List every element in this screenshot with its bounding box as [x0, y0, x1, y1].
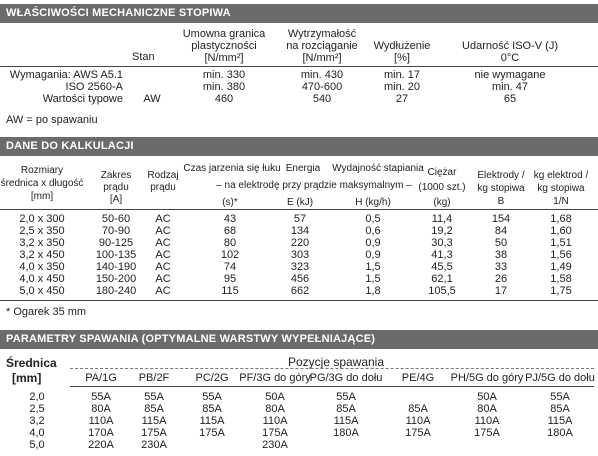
current-cell: 115A — [141, 415, 167, 427]
header-srednica-1: Średnica — [6, 356, 57, 370]
header-srednica-2: [mm] — [12, 371, 42, 385]
row-label: ISO 2560-A — [65, 81, 123, 93]
header-wydajnosc-2: H (kg/h) — [355, 197, 391, 208]
header-rodzaj-1: Rodzaj — [147, 170, 179, 181]
header-elektrody-2: kg stopiwa — [477, 183, 525, 194]
table-cell: 80 — [223, 237, 237, 249]
header-elektrody-3: B — [497, 196, 505, 207]
table-cell: 115 — [221, 285, 239, 297]
current-cell: 230A — [141, 439, 167, 451]
position-header: PA/1G — [85, 372, 117, 384]
table-cell: 140-190 — [95, 261, 137, 273]
current-cell: 115A — [547, 415, 573, 427]
table-cell: 0,9 — [365, 237, 381, 249]
divider — [0, 66, 598, 67]
table-cell: 17 — [494, 285, 508, 297]
table-cell: 456 — [290, 273, 310, 285]
table-cell: 1,8 — [365, 285, 381, 297]
table-cell: 102 — [220, 249, 240, 261]
table-cell: 90-125 — [98, 237, 134, 249]
position-header: PF/3G do góry — [239, 372, 311, 384]
current-cell: 80A — [477, 403, 497, 415]
position-header: PJ/5G do dołu — [525, 372, 595, 384]
current-cell: 50A — [265, 391, 285, 403]
header-umowna-2: plastyczności — [191, 40, 257, 52]
current-cell: 115A — [199, 415, 225, 427]
header-ciezar-3: (kg) — [433, 197, 451, 208]
current-cell: 110A — [262, 415, 288, 427]
table-cell: 95 — [223, 273, 237, 285]
table-cell: 0,9 — [365, 249, 381, 261]
row-size: 2,5 x 350 — [19, 225, 65, 237]
header-energia-1: Energia — [285, 163, 321, 174]
cell: nie wymagane — [474, 69, 546, 81]
table-cell: AC — [155, 285, 171, 297]
header-underline — [70, 368, 594, 369]
current-cell: 110A — [88, 415, 114, 427]
header-elektrody-1: Elektrody / — [477, 170, 525, 181]
header-wydl-2: [%] — [394, 52, 410, 64]
header-kgel-1: kg elektrod / — [533, 170, 589, 181]
header-udar-1: Udarność ISO-V (J) — [462, 40, 558, 52]
header-umowna-3: [N/mm²] — [204, 52, 244, 64]
current-cell: 175A — [262, 427, 288, 439]
table-cell: 154 — [491, 213, 511, 225]
current-cell: 180A — [547, 427, 573, 439]
table-cell: AC — [155, 249, 171, 261]
header-pozycja: Pozycje spawania — [287, 355, 385, 369]
row-size: 2,0 x 300 — [19, 213, 65, 225]
current-cell: 175A — [405, 427, 431, 439]
cell: min. 380 — [202, 81, 246, 93]
row-size: 5,0 x 450 — [19, 285, 65, 297]
table-cell: 303 — [290, 249, 310, 261]
current-cell: 55A — [550, 391, 570, 403]
table-cell: 1,5 — [365, 261, 381, 273]
note-aw: AW = po spawaniu — [6, 114, 98, 126]
current-cell: 175A — [199, 427, 225, 439]
header-udar-2: 0°C — [500, 52, 520, 64]
table-cell: 43 — [223, 213, 237, 225]
header-wytrz-1: Wytrzymałość — [287, 28, 357, 40]
header-rozmiary-3: [mm] — [30, 191, 54, 202]
row-diameter: 2,0 — [29, 391, 45, 403]
cell: min. 430 — [300, 69, 344, 81]
section-title: WŁAŚCIWOŚCI MECHANICZNE STOPIWA — [6, 7, 231, 19]
cell: 460 — [214, 93, 234, 105]
table-cell: 57 — [293, 213, 307, 225]
table-cell: 38 — [494, 249, 508, 261]
current-cell: 85A — [336, 403, 356, 415]
table-cell: 45,5 — [431, 261, 453, 273]
current-cell: 85A — [408, 403, 428, 415]
table-cell: 41,3 — [431, 249, 453, 261]
cell: 65 — [503, 93, 517, 105]
row-size: 4,0 x 450 — [19, 273, 65, 285]
header-ciezar-2: (1000 szt.) — [418, 182, 466, 193]
current-cell: 230A — [262, 439, 288, 451]
current-cell: 50A — [477, 391, 497, 403]
current-cell: 80A — [265, 403, 285, 415]
current-cell: 85A — [550, 403, 570, 415]
cell: AW — [143, 93, 161, 105]
header-zakres-2: prądu — [103, 182, 129, 193]
table-cell: 180-240 — [95, 285, 137, 297]
table-cell: 134 — [290, 225, 310, 237]
table-cell: 50-60 — [101, 213, 131, 225]
row-size: 3,2 x 350 — [19, 237, 65, 249]
note-ogarek: * Ogarek 35 mm — [6, 306, 87, 318]
table-cell: 62,1 — [431, 273, 453, 285]
position-header: PH/5G do góry — [450, 372, 524, 384]
divider — [0, 209, 598, 210]
table-cell: 1,51 — [550, 237, 572, 249]
header-wydl-1: Wydłużenie — [373, 40, 431, 52]
header-rozmiary-1: Rozmiary — [20, 165, 64, 176]
table-cell: 70-90 — [101, 225, 131, 237]
table-cell: 662 — [290, 285, 310, 297]
table-cell: 84 — [494, 225, 508, 237]
current-cell: 55A — [202, 391, 222, 403]
section-title: DANE DO KALKULACJI — [6, 140, 134, 152]
divider — [70, 386, 594, 387]
table-cell: 50 — [494, 237, 508, 249]
table-cell: 1,75 — [550, 285, 572, 297]
table-cell: 1,5 — [365, 273, 381, 285]
header-kgel-2: kg stopiwa — [537, 183, 585, 194]
header-ciezar-1: Ciężar — [427, 167, 457, 178]
section-header-welding-params — [0, 330, 598, 349]
section-header-calculation — [0, 137, 598, 156]
row-size: 3,2 x 450 — [19, 249, 65, 261]
header-kgel-3: 1/N — [553, 196, 569, 207]
table-cell: 1,56 — [550, 249, 572, 261]
cell: min. 47 — [491, 81, 529, 93]
cell: 470-600 — [301, 81, 343, 93]
table-cell: 150-200 — [95, 273, 137, 285]
row-diameter: 2,5 — [29, 403, 45, 415]
table-cell: 1,58 — [550, 273, 572, 285]
row-size: 4,0 x 350 — [19, 261, 65, 273]
section-header-mechanical — [0, 4, 598, 23]
table-cell: 0,6 — [365, 225, 381, 237]
table-cell: AC — [155, 261, 171, 273]
current-cell: 170A — [88, 427, 114, 439]
table-cell: 1,60 — [550, 225, 572, 237]
current-cell: 85A — [144, 403, 164, 415]
current-cell: 55A — [91, 391, 111, 403]
header-czas-1: Czas jarzenia się łuku — [183, 163, 281, 174]
header-zakres-1: Zakres — [100, 170, 132, 181]
header-wytrz-2: na rozciąganie — [286, 40, 358, 52]
header-rodzaj-2: prądu — [150, 182, 176, 193]
table-cell: AC — [155, 237, 171, 249]
header-umowna-1: Umowna granica — [182, 28, 266, 40]
current-cell: 175A — [474, 427, 500, 439]
table-cell: 19,2 — [431, 225, 453, 237]
current-cell: 55A — [144, 391, 164, 403]
header-czas-3: (s)* — [222, 197, 238, 208]
table-cell: 68 — [223, 225, 237, 237]
cell: min. 330 — [202, 69, 246, 81]
current-cell: 175A — [141, 427, 167, 439]
table-cell: 220 — [290, 237, 310, 249]
position-header: PB/2F — [138, 372, 170, 384]
cell: min. 17 — [383, 69, 421, 81]
header-wydajnosc-1: Wydajność stapiania — [332, 163, 424, 174]
table-cell: 323 — [290, 261, 310, 273]
row-diameter: 4,0 — [29, 427, 45, 439]
current-cell: 220A — [88, 439, 114, 451]
row-label: Wartości typowe — [42, 93, 123, 105]
position-header: PC/2G — [195, 372, 229, 384]
row-diameter: 5,0 — [29, 439, 45, 451]
table-cell: 26 — [494, 273, 508, 285]
current-cell: 180A — [333, 427, 359, 439]
header-zakres-3: [A] — [109, 194, 123, 205]
table-cell: 33 — [494, 261, 508, 273]
table-cell: 105,5 — [428, 285, 456, 297]
table-cell: 100-135 — [95, 249, 137, 261]
cell: 540 — [312, 93, 332, 105]
table-cell: AC — [155, 225, 171, 237]
row-diameter: 3,2 — [29, 415, 45, 427]
position-header: PG/3G do dołu — [309, 372, 383, 384]
position-header: PE/4G — [401, 372, 435, 384]
table-cell: AC — [155, 273, 171, 285]
table-cell: 11,4 — [431, 213, 453, 225]
current-cell: 110A — [405, 415, 431, 427]
cell: 27 — [395, 93, 409, 105]
header-stan: Stan — [132, 51, 155, 63]
header-czas-2: – na elektrodę przy prądzie maksymalnym – — [216, 180, 412, 191]
current-cell: 55A — [336, 391, 356, 403]
current-cell: 85A — [202, 403, 222, 415]
table-cell: 1,68 — [550, 213, 572, 225]
row-label: Wymagania: AWS A5.1 — [9, 69, 123, 81]
current-cell: 115A — [333, 415, 359, 427]
cell: min. 20 — [383, 81, 421, 93]
section-title: PARAMETRY SPAWANIA (OPTYMALNE WARSTWY WYPEŁNIAJĄCE) — [6, 333, 376, 345]
table-cell: 0,5 — [365, 213, 381, 225]
table-cell: 30,3 — [431, 237, 453, 249]
current-cell: 80A — [91, 403, 111, 415]
divider — [0, 300, 598, 301]
table-cell: 74 — [223, 261, 237, 273]
current-cell: 110A — [474, 415, 500, 427]
header-rozmiary-2: średnica x długość — [0, 178, 84, 189]
table-cell: AC — [155, 213, 171, 225]
header-wytrz-3: [N/mm²] — [302, 52, 342, 64]
header-energia-2: E (kJ) — [286, 197, 314, 208]
table-cell: 1,49 — [550, 261, 572, 273]
